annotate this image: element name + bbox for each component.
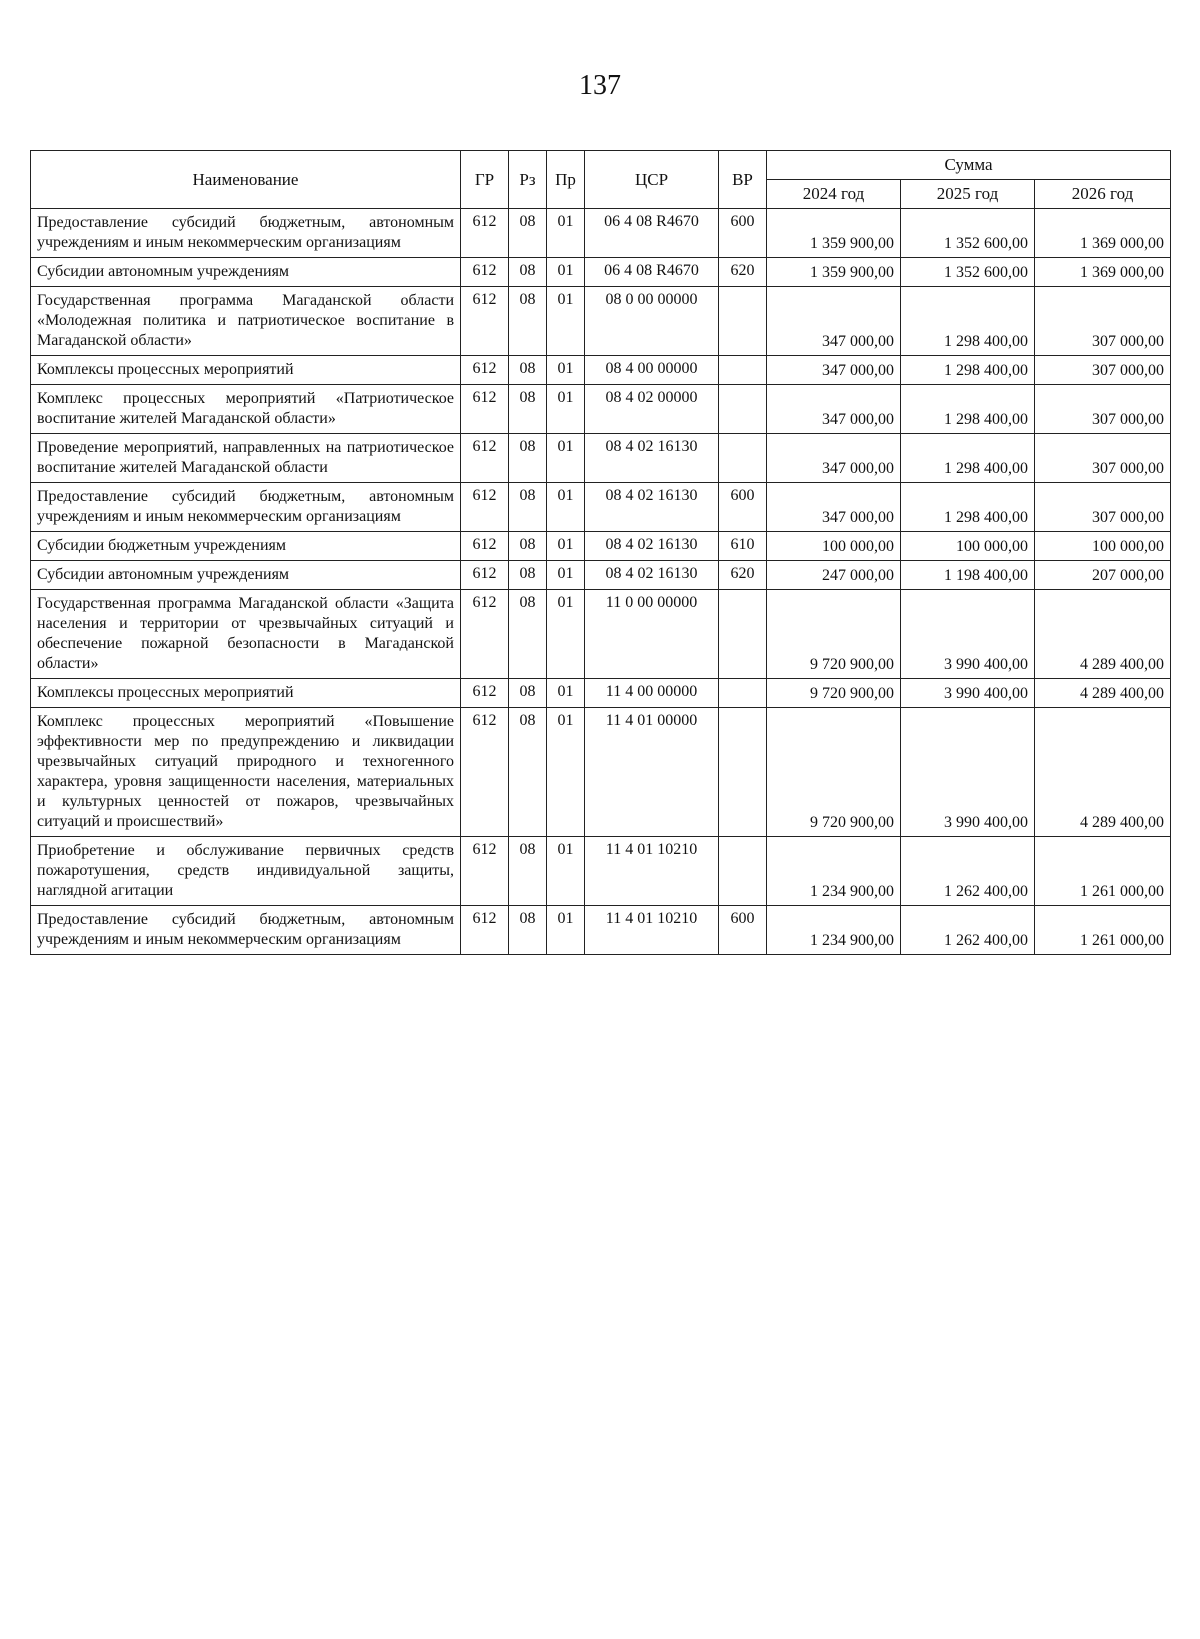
cell-name: Предоставление субсидий бюджетным, автономным учреждениям и иным некоммерческим организациям	[31, 483, 461, 532]
cell-gr: 612	[461, 258, 509, 287]
cell-2025: 1 262 400,00	[901, 906, 1035, 955]
cell-2025: 1 298 400,00	[901, 356, 1035, 385]
cell-pr: 01	[547, 209, 585, 258]
table-row	[31, 209, 1171, 258]
cell-gr: 612	[461, 385, 509, 434]
cell-2026: 307 000,00	[1035, 385, 1171, 434]
cell-gr: 612	[461, 356, 509, 385]
cell-vr	[719, 679, 767, 708]
cell-csr: 08 4 02 16130	[585, 561, 719, 590]
cell-2025: 1 298 400,00	[901, 385, 1035, 434]
cell-2024: 247 000,00	[767, 561, 901, 590]
cell-2026: 4 289 400,00	[1035, 590, 1171, 679]
cell-2024: 1 234 900,00	[767, 837, 901, 906]
cell-csr: 08 4 02 00000	[585, 385, 719, 434]
cell-name: Предоставление субсидий бюджетным, автономным учреждениям и иным некоммерческим организациям	[31, 906, 461, 955]
cell-gr: 612	[461, 209, 509, 258]
cell-2026: 1 261 000,00	[1035, 906, 1171, 955]
page-number: 137	[579, 70, 621, 101]
cell-name: Государственная программа Магаданской области «Защита населения и территории от чрезвычайных ситуаций и обеспечение пожарной безопасности в Магаданской области»	[31, 590, 461, 679]
header-year-2026: 2026 год	[1035, 180, 1171, 209]
cell-pr: 01	[547, 906, 585, 955]
cell-name: Субсидии автономным учреждениям	[31, 258, 461, 287]
cell-2026: 207 000,00	[1035, 561, 1171, 590]
table-row	[31, 434, 1171, 483]
cell-name: Субсидии бюджетным учреждениям	[31, 532, 461, 561]
cell-2026: 307 000,00	[1035, 483, 1171, 532]
cell-rz: 08	[509, 837, 547, 906]
header-gr: ГР	[461, 151, 509, 209]
cell-2026: 1 369 000,00	[1035, 258, 1171, 287]
cell-2025: 1 198 400,00	[901, 561, 1035, 590]
cell-2025: 1 298 400,00	[901, 483, 1035, 532]
header-name: Наименование	[31, 151, 461, 209]
cell-2025: 1 298 400,00	[901, 287, 1035, 356]
cell-vr	[719, 837, 767, 906]
cell-gr: 612	[461, 483, 509, 532]
table-row	[31, 356, 1171, 385]
cell-gr: 612	[461, 561, 509, 590]
cell-name: Государственная программа Магаданской области «Молодежная политика и патриотическое воспитание в Магаданской области»	[31, 287, 461, 356]
cell-csr: 08 4 02 16130	[585, 532, 719, 561]
cell-2024: 9 720 900,00	[767, 679, 901, 708]
cell-pr: 01	[547, 561, 585, 590]
cell-csr: 11 4 00 00000	[585, 679, 719, 708]
cell-pr: 01	[547, 590, 585, 679]
table-row	[31, 837, 1171, 906]
cell-2024: 1 234 900,00	[767, 906, 901, 955]
cell-vr: 620	[719, 561, 767, 590]
header-sum: Сумма	[767, 151, 1171, 180]
cell-2026: 1 261 000,00	[1035, 837, 1171, 906]
cell-vr: 600	[719, 209, 767, 258]
cell-vr	[719, 356, 767, 385]
cell-gr: 612	[461, 287, 509, 356]
cell-2024: 347 000,00	[767, 434, 901, 483]
cell-2026: 4 289 400,00	[1035, 708, 1171, 837]
cell-gr: 612	[461, 679, 509, 708]
cell-pr: 01	[547, 385, 585, 434]
cell-csr: 11 4 01 10210	[585, 906, 719, 955]
cell-rz: 08	[509, 561, 547, 590]
cell-rz: 08	[509, 434, 547, 483]
cell-rz: 08	[509, 287, 547, 356]
cell-gr: 612	[461, 590, 509, 679]
table-row	[31, 906, 1171, 955]
cell-csr: 08 0 00 00000	[585, 287, 719, 356]
cell-rz: 08	[509, 356, 547, 385]
cell-2025: 1 298 400,00	[901, 434, 1035, 483]
cell-name: Комплекс процессных мероприятий «Повышение эффективности мер по предупреждению и ликвидации чрезвычайных ситуаций природного и техногенного характера, уровня защищенности населения, материальных и культурных ценностей от пожаров, чрезвычайных ситуаций и происшествий»	[31, 708, 461, 837]
cell-2025: 3 990 400,00	[901, 708, 1035, 837]
cell-pr: 01	[547, 708, 585, 837]
table-row	[31, 287, 1171, 356]
cell-csr: 11 0 00 00000	[585, 590, 719, 679]
table-body	[31, 209, 1171, 955]
table-row	[31, 385, 1171, 434]
cell-pr: 01	[547, 679, 585, 708]
cell-2026: 307 000,00	[1035, 356, 1171, 385]
cell-vr	[719, 708, 767, 837]
cell-2024: 347 000,00	[767, 483, 901, 532]
table-row	[31, 483, 1171, 532]
cell-2026: 100 000,00	[1035, 532, 1171, 561]
table-row	[31, 561, 1171, 590]
cell-2024: 347 000,00	[767, 287, 901, 356]
cell-vr	[719, 434, 767, 483]
cell-csr: 08 4 02 16130	[585, 434, 719, 483]
table-row	[31, 679, 1171, 708]
cell-csr: 11 4 01 00000	[585, 708, 719, 837]
cell-rz: 08	[509, 708, 547, 837]
cell-2025: 3 990 400,00	[901, 679, 1035, 708]
cell-vr: 620	[719, 258, 767, 287]
header-year-2025: 2025 год	[901, 180, 1035, 209]
cell-2026: 307 000,00	[1035, 434, 1171, 483]
cell-csr: 06 4 08 R4670	[585, 258, 719, 287]
cell-name: Предоставление субсидий бюджетным, автономным учреждениям и иным некоммерческим организациям	[31, 209, 461, 258]
cell-pr: 01	[547, 434, 585, 483]
budget-table-container	[30, 150, 1170, 955]
cell-name: Комплекс процессных мероприятий «Патриотическое воспитание жителей Магаданской области»	[31, 385, 461, 434]
header-year-2024: 2024 год	[767, 180, 901, 209]
table-row	[31, 708, 1171, 837]
cell-rz: 08	[509, 679, 547, 708]
cell-2024: 347 000,00	[767, 385, 901, 434]
cell-vr	[719, 385, 767, 434]
cell-2025: 3 990 400,00	[901, 590, 1035, 679]
cell-vr: 600	[719, 483, 767, 532]
cell-csr: 06 4 08 R4670	[585, 209, 719, 258]
cell-gr: 612	[461, 434, 509, 483]
cell-2024: 9 720 900,00	[767, 590, 901, 679]
cell-name: Субсидии автономным учреждениям	[31, 561, 461, 590]
cell-rz: 08	[509, 590, 547, 679]
cell-name: Комплексы процессных мероприятий	[31, 679, 461, 708]
cell-name: Комплексы процессных мероприятий	[31, 356, 461, 385]
cell-2026: 307 000,00	[1035, 287, 1171, 356]
table-row	[31, 532, 1171, 561]
cell-rz: 08	[509, 532, 547, 561]
cell-vr	[719, 590, 767, 679]
cell-pr: 01	[547, 356, 585, 385]
table-row	[31, 258, 1171, 287]
cell-rz: 08	[509, 906, 547, 955]
cell-rz: 08	[509, 258, 547, 287]
cell-2025: 1 352 600,00	[901, 258, 1035, 287]
cell-2026: 4 289 400,00	[1035, 679, 1171, 708]
header-vr: ВР	[719, 151, 767, 209]
budget-table	[30, 150, 1171, 955]
cell-csr: 11 4 01 10210	[585, 837, 719, 906]
cell-name: Проведение мероприятий, направленных на патриотическое воспитание жителей Магаданской области	[31, 434, 461, 483]
cell-2024: 9 720 900,00	[767, 708, 901, 837]
cell-rz: 08	[509, 209, 547, 258]
cell-2024: 1 359 900,00	[767, 258, 901, 287]
cell-gr: 612	[461, 837, 509, 906]
cell-vr: 600	[719, 906, 767, 955]
header-rz: Рз	[509, 151, 547, 209]
cell-csr: 08 4 02 16130	[585, 483, 719, 532]
cell-2024: 347 000,00	[767, 356, 901, 385]
cell-csr: 08 4 00 00000	[585, 356, 719, 385]
cell-2024: 1 359 900,00	[767, 209, 901, 258]
cell-2025: 100 000,00	[901, 532, 1035, 561]
cell-2025: 1 352 600,00	[901, 209, 1035, 258]
header-pr: Пр	[547, 151, 585, 209]
cell-pr: 01	[547, 837, 585, 906]
table-row	[31, 590, 1171, 679]
cell-gr: 612	[461, 532, 509, 561]
cell-rz: 08	[509, 483, 547, 532]
header-csr: ЦСР	[585, 151, 719, 209]
cell-pr: 01	[547, 532, 585, 561]
cell-name: Приобретение и обслуживание первичных средств пожаротушения, средств индивидуальной защиты, наглядной агитации	[31, 837, 461, 906]
cell-vr	[719, 287, 767, 356]
header-row-1	[31, 151, 1171, 180]
cell-pr: 01	[547, 483, 585, 532]
cell-2025: 1 262 400,00	[901, 837, 1035, 906]
cell-pr: 01	[547, 287, 585, 356]
cell-rz: 08	[509, 385, 547, 434]
cell-vr: 610	[719, 532, 767, 561]
cell-gr: 612	[461, 906, 509, 955]
cell-2026: 1 369 000,00	[1035, 209, 1171, 258]
cell-gr: 612	[461, 708, 509, 837]
cell-2024: 100 000,00	[767, 532, 901, 561]
cell-pr: 01	[547, 258, 585, 287]
